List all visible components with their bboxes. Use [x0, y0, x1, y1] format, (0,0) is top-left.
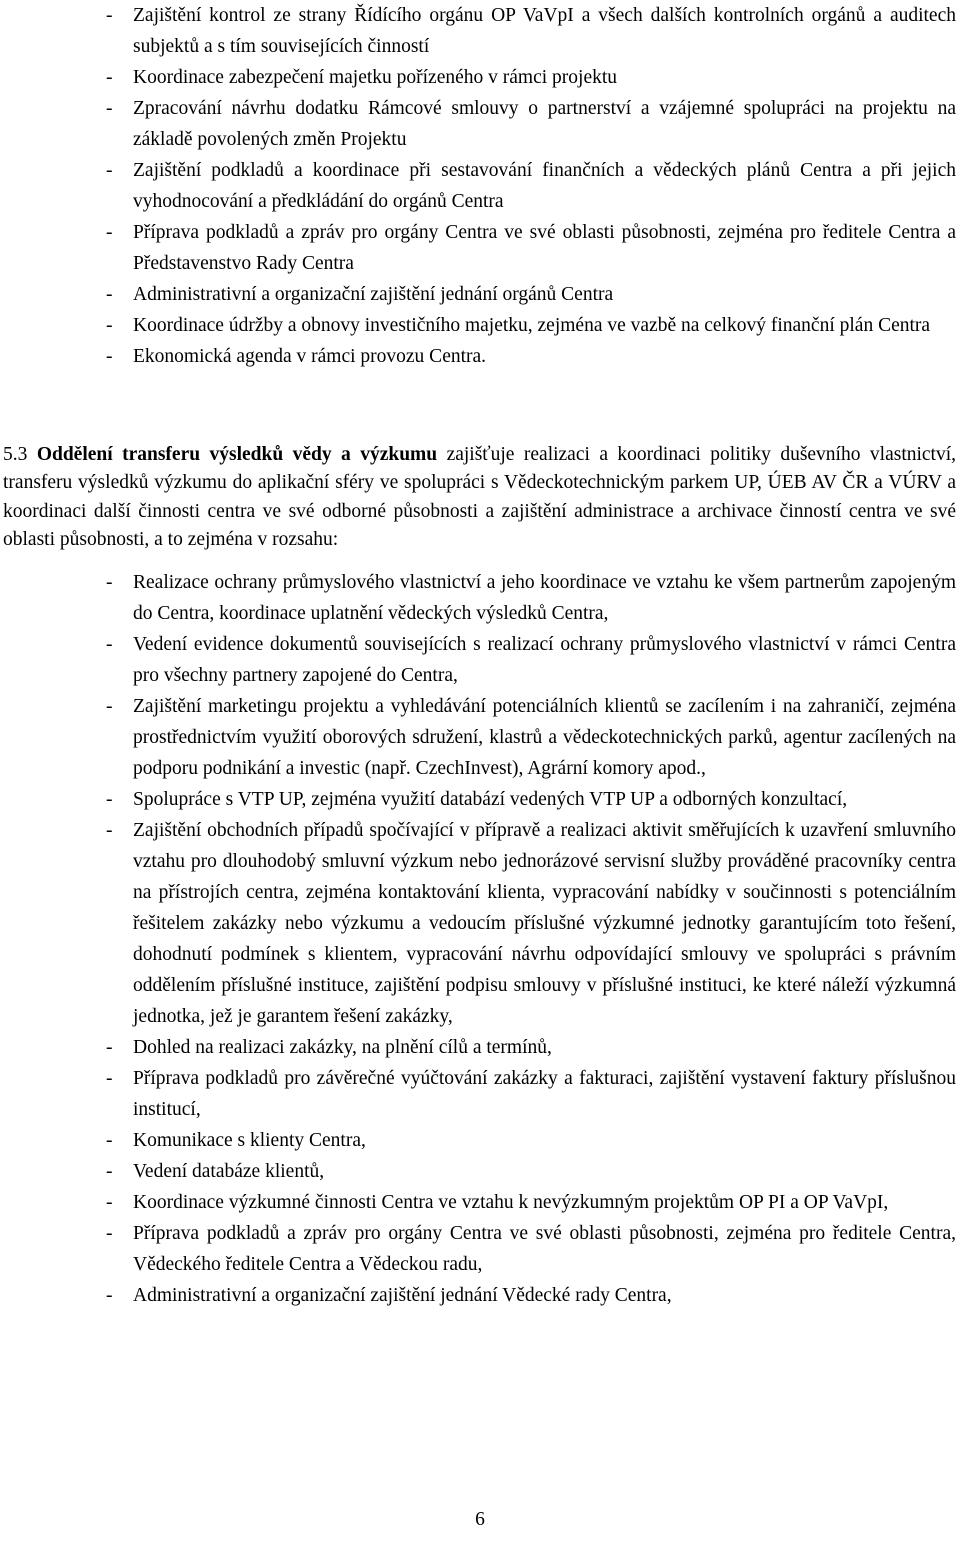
- list-item: [0, 1032, 960, 1063]
- list-item: [0, 1187, 960, 1218]
- bullet-dash: -: [106, 634, 113, 655]
- list-item: [0, 629, 960, 691]
- bullet-dash: -: [106, 284, 113, 305]
- list-item: [0, 155, 960, 217]
- bullet-dash: -: [106, 1192, 113, 1213]
- section-paragraph: [3, 441, 956, 555]
- bullet-dash: -: [106, 696, 113, 717]
- bullet-dash: -: [106, 1068, 113, 1089]
- list-item: [0, 1218, 960, 1280]
- list-item: [0, 1280, 960, 1311]
- bullet-dash: -: [106, 1037, 113, 1058]
- list-item: [0, 1063, 960, 1125]
- list-item: [0, 0, 960, 62]
- bullet-dash: -: [106, 98, 113, 119]
- bullet-dash: -: [106, 67, 113, 88]
- list-item: [0, 784, 960, 815]
- bullet-dash: -: [106, 820, 113, 841]
- list-item: [0, 1156, 960, 1187]
- list-item-text: Příprava podkladů pro závěrečné vyúčtování zakázky a fakturaci, zajištění vystavení faktury příslušnou institucí,: [133, 1068, 956, 1120]
- list-item-text: Koordinace údržby a obnovy investičního majetku, zejména ve vazbě na celkový finanční plán Centra: [133, 315, 931, 336]
- list-item-text: Komunikace s klienty Centra,: [133, 1130, 366, 1151]
- bullet-dash: -: [106, 1285, 113, 1306]
- list-item-text: Příprava podkladů a zpráv pro orgány Centra ve své oblasti působnosti, zejména pro ředitele Centra a Představenstvo Rady Centra: [133, 222, 956, 274]
- bullet-dash: -: [106, 789, 113, 810]
- list-item-text: Koordinace výzkumné činnosti Centra ve vztahu k nevýzkumným projektům OP PI a OP VaVpI,: [133, 1192, 889, 1213]
- list-item: [0, 279, 960, 310]
- bullet-dash: -: [106, 222, 113, 243]
- section-title: Oddělení transferu výsledků vědy a výzkumu: [36, 443, 438, 465]
- list-item-text: Zpracování návrhu dodatku Rámcové smlouvy o partnerství a vzájemné spolupráci na projektu na základě povolených změn Projektu: [133, 98, 956, 150]
- list-item-text: Zajištění obchodních případů spočívající v přípravě a realizaci aktivit směřujících k uzavření smluvního vztahu pro dlouhodobý smluvní výzkum nebo jednorázové servisní služby prováděné pracovníky centra na přístrojích centra, zejména kontaktování klienta, vypracování nabídky v součinnosti s potenciálním řešitelem zakázky nebo výzkumu a vedoucím příslušné výzkumné jednotky garantujícím toto řešení, dohodnutí podmínek s klientem, vypracování návrhu odpovídající smlouvy ve spolupráci s právním oddělením příslušné instituce, zajištění podpisu smlouvy v příslušné instituci, ke které náleží výzkumná jednotka, jež je garantem řešení zakázky,: [133, 820, 956, 1027]
- bullet-dash: -: [106, 572, 113, 593]
- page-number: 6: [475, 1509, 485, 1530]
- list-item-text: Vedení evidence dokumentů souvisejících s realizací ochrany průmyslového vlastnictví v rámci Centra pro všechny partnery zapojené do Centra,: [133, 634, 956, 686]
- list-item-text: Realizace ochrany průmyslového vlastnictví a jeho koordinace ve vztahu ke všem partnerům zapojeným do Centra, koordinace uplatnění vědeckých výsledků Centra,: [133, 572, 956, 624]
- list-item-text: Administrativní a organizační zajištění jednání Vědecké rady Centra,: [133, 1285, 672, 1306]
- list-item-text: Koordinace zabezpečení majetku pořízeného v rámci projektu: [133, 67, 618, 88]
- list-item-text: Vedení databáze klientů,: [133, 1161, 325, 1182]
- list-item-text: Dohled na realizaci zakázky, na plnění cílů a termínů,: [133, 1037, 552, 1058]
- list-item-text: Administrativní a organizační zajištění jednání orgánů Centra: [133, 284, 614, 305]
- list-item-text: Zajištění podkladů a koordinace při sestavování finančních a vědeckých plánů Centra a při jejich vyhodnocování a předkládání do orgánů Centra: [133, 160, 956, 212]
- bullet-dash: -: [106, 5, 113, 26]
- list-item: [0, 567, 960, 629]
- list-item: [0, 310, 960, 341]
- list-item: [0, 691, 960, 784]
- list-item-text: Zajištění kontrol ze strany Řídícího orgánu OP VaVpI a všech dalších kontrolních orgánů a auditech subjektů a s tím souvisejících činností: [133, 5, 956, 57]
- bottom-bullet-list: [0, 567, 960, 1311]
- bullet-dash: -: [106, 346, 113, 367]
- list-item: [0, 93, 960, 155]
- bullet-dash: -: [106, 1161, 113, 1182]
- top-bullet-list: [0, 0, 960, 372]
- list-item-text: Zajištění marketingu projektu a vyhledávání potenciálních klientů se zacílením i na zahraničí, zejména prostřednictvím využití oborových sdružení, klastrů a vědeckotechnických parků, agentur zacílených na podporu podnikání a investic (např. CzechInvest), Agrární komory apod.,: [133, 696, 956, 779]
- bullet-dash: -: [106, 315, 113, 336]
- section-text: zajišťuje realizaci a koordinaci politiky duševního vlastnictví, transferu výsledků výzkumu do aplikační sféry ve spolupráci s Vědeckotechnickým parkem UP, ÚEB AV ČR a VÚRV a koordinaci další činnosti centra ve své odborné působnosti a zajištění administrace a archivace činností centra ve své oblasti působnosti, a to zejména v rozsahu:: [3, 443, 957, 550]
- bullet-dash: -: [106, 1223, 113, 1244]
- list-item-text: Spolupráce s VTP UP, zejména využití databází vedených VTP UP a odborných konzultací,: [133, 789, 848, 810]
- list-item: [0, 62, 960, 93]
- bullet-dash: -: [106, 1130, 113, 1151]
- bullet-dash: -: [106, 160, 113, 181]
- list-item-text: Příprava podkladů a zpráv pro orgány Centra ve své oblasti působnosti, zejména pro ředitele Centra, Vědeckého ředitele Centra a Vědeckou radu,: [133, 1223, 956, 1275]
- section-number: 5.3: [3, 443, 28, 465]
- list-item: [0, 217, 960, 279]
- list-item: [0, 1125, 960, 1156]
- list-item: [0, 815, 960, 1032]
- list-item-text: Ekonomická agenda v rámci provozu Centra.: [133, 346, 487, 367]
- list-item: [0, 341, 960, 372]
